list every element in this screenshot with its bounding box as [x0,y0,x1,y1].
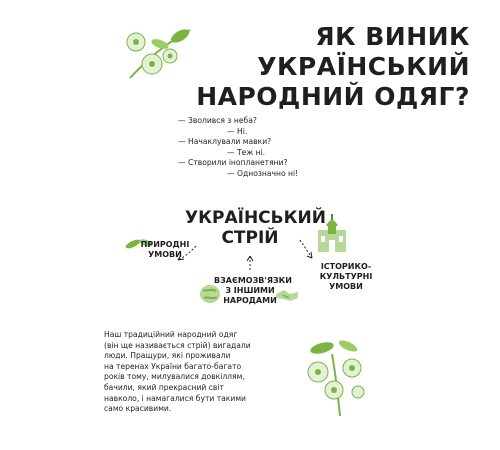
center-title-line: СТРІЙ [221,228,279,248]
natural-conditions-label [140,240,190,260]
label-line: УМОВИ [148,250,182,259]
label-line: ПРИРОДНІ [140,240,190,249]
dialog-line: — Однозначно ні! [227,168,299,178]
paragraph-line: само красивими. [104,404,172,414]
paragraph-line: навколо, і намагалися бути такими [104,393,246,403]
dialog-line: — Ні. [227,126,248,136]
flower-branch-illustration-bottom [302,336,374,418]
title-line: ЯК ВИНИК [315,22,470,51]
paragraph-line: на теренах України багато-багато [104,361,242,371]
title-line: УКРАЇНСЬКИЙ [257,52,470,81]
label-line: УМОВИ [329,282,363,291]
paragraph-line: люди. Пращури, які проживали [104,351,231,361]
diagram-center-title [185,208,326,248]
dialog-line: — Теж ні. [227,147,266,157]
center-title-line: УКРАЇНСЬКИЙ [185,208,326,228]
dialog-line: — Зволився з неба? [178,116,257,125]
label-line: КУЛЬТУРНІ [319,272,373,281]
paragraph-line: років тому, милувалися довкіллям, [104,372,245,382]
relations-label [214,276,292,306]
body-paragraph [104,330,304,415]
paragraph-line: (він ще називається стрій) вигадали [104,340,251,350]
label-line: ІСТОРИКО- [320,262,372,271]
dialog-line: — Створили інопланетяни? [178,158,288,168]
paragraph-line: бачили, який прекрасний світ [104,382,224,392]
title-line: НАРОДНИЙ ОДЯГ? [196,82,470,111]
paragraph-line: Наш традиційний народний одяг [104,330,238,339]
label-line: ВЗАЄМОЗВ'ЯЗКИ [214,276,292,285]
label-line: З ІНШИМИ [225,286,275,295]
church-icon [312,214,352,254]
dialog-line: — Начаклували мавки? [178,137,272,147]
historical-cultural-label [316,262,376,292]
label-line: НАРОДАМИ [223,296,277,305]
